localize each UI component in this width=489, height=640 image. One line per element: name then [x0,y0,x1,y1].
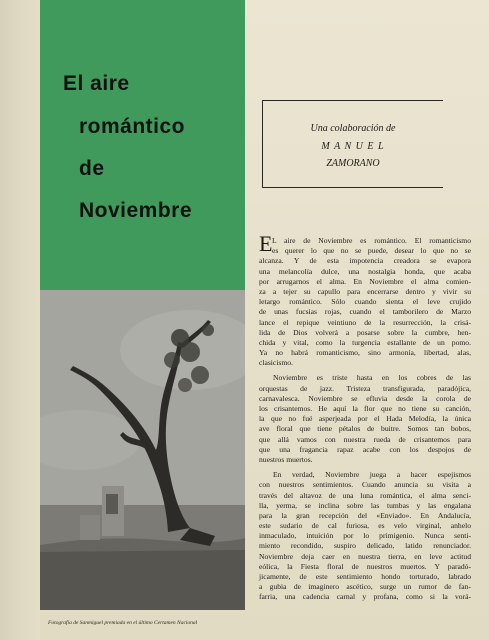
article-line: nuestros muertos. [259,454,313,464]
article-line: za a tejer su capullo para encerrarse dentro y vivir su [259,286,471,296]
article-line: través del altavoz de una luna romántica, el alma senci- [259,490,471,500]
article-body [259,236,471,603]
article-line: farria, una cadencia carnal y profana, como si la vorá- [259,592,471,602]
article-line: Noviembre es triste hasta en los cobres de las [273,373,471,383]
article-line: una melancolía dulce, una nostalgia honda, que acaba [259,266,471,276]
article-line: orquestas de jazz. Tristeza transfigurada, paradójica, [259,383,471,393]
article-line: clasicismo. [259,358,293,368]
article-line: los crisantemos. He aquí la flor que no tiene su canción, [259,404,471,413]
article-line: para la gran recepción del «Enviado». En Andalucía, [259,510,471,520]
article-line: jicamente, de este sentimiento hondo torturado, labrado [259,572,471,581]
article-line: lance el repique veintiuno de la resurrección, la crisá- [259,317,471,327]
credit-line-intro: Una colaboración de [310,123,396,134]
article-line: que allá vamos con nuestra rueda de crisantemos para [259,434,471,444]
drop-cap: E [259,231,273,256]
article-line: ave floral que tiene pétalos de buitre. Somos tan bobos, [259,424,471,434]
article-line: lida de Dios volverá a posarse sobre la cumbre, hen- [259,327,471,337]
article-line: que una fragancia rapaz acabe con los despojos de [259,444,471,454]
page-edge-shadow [0,0,40,640]
article-line: la que no fué asperjeada por el Hada Melodía, la única [259,414,471,424]
article-line: L aire de Noviembre es romántico. El romanticismo [272,236,471,245]
article-line: de unas fucsias rojas, cuando el tamborilero de Marzo [259,307,471,317]
article-line: carnavalesca. Noviembre se efluvia desde la corola de [259,393,471,403]
title-line-4: Noviembre [79,199,193,222]
credit-line-firstname: M A N U E L [321,141,385,152]
title-block [40,0,245,290]
article-line: En verdad, Noviembre juega a hacer espejismos [273,470,471,480]
title-line-3: de [79,157,105,180]
tree-photo-illustration [40,290,245,610]
article-line: Ya no habrá romanticismo, sino armonía, libertad, alas, [259,348,471,358]
credit-line-surname: ZAMORANO [326,158,380,169]
photo-caption: Fotografía de Sanmiguel premiada en el último Certamen Nacional [48,620,198,626]
tree-photograph [40,290,245,610]
article-line: letargo romántico. Sólo cuando sienta el leve crujido [259,297,471,307]
title-line-1: El aire [63,72,130,95]
article-line: miento recondido, suspiro delicado, latido renunciador. [259,541,471,551]
author-credit-box [262,100,443,188]
article-line: a gubia de imaginero ascético, surge un rumor de fan- [259,582,471,592]
article-line: lla, yerma, se inclina sobre las tumbas y las engalana [259,500,471,510]
article-line: con nuestros sentimientos. Cuando anuncia su visita a [259,480,471,490]
article-line: inmaculado, intuición por lo primigenio. Nunca senti- [259,531,471,541]
article-line: este sudario de cal furiosa, es velo virginal, anhelo [259,521,471,531]
article-line: eólica, la Fiesta floral de nuestros muertos. Y paradó- [259,561,471,571]
title-line-2: romántico [79,115,186,138]
article-line: chida y vital, como la turgencia estallante de un pomo. [259,337,471,347]
article-line: es querer lo que no se puede, desear lo que no se [272,246,471,256]
article-line: alcanza. Y de esta impotencia creadora se evapora [259,256,471,266]
article-line: Noviembre deja caer en nuestra tierra, en leve actitud [259,551,471,561]
article-line: por arrugarnos el alma. En Noviembre el alma comien- [259,276,471,286]
